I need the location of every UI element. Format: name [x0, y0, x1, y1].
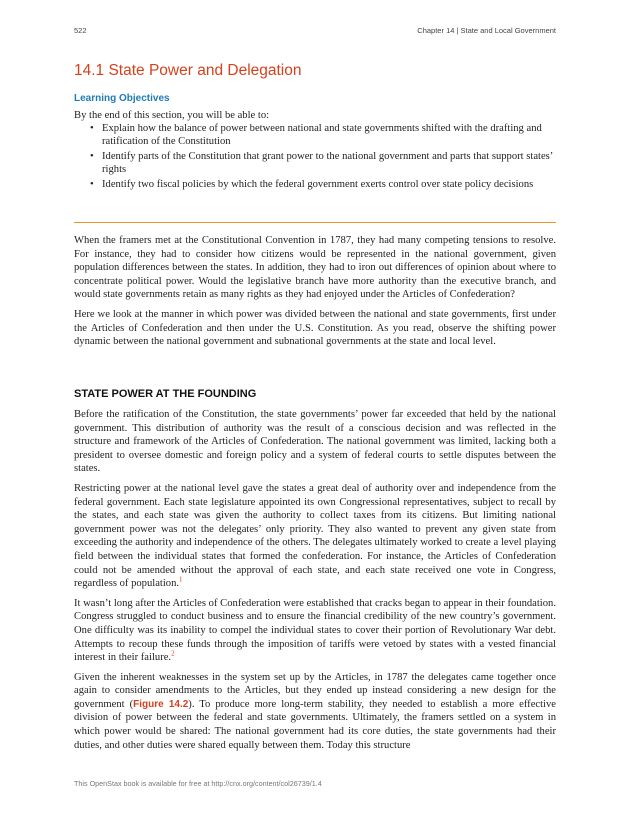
page-header: [74, 26, 556, 38]
bullet-icon: •: [90, 123, 94, 134]
bullet-icon: •: [90, 179, 94, 190]
paragraph-text: ). To produce more long-term stability, they needed to establish a more effective division of power between the federal and state governments. Ultimately, the framers settled on a system in which power would be shared: The national government had its core duties, the state governments had their duties, and other duties were shared equally between them. Today this structure: [74, 698, 556, 751]
footnote-link[interactable]: 2: [171, 649, 175, 658]
intro-text: [74, 234, 556, 355]
paragraph-text: Given the inherent weaknesses in the system set up by the Articles, in 1787 the delegates came together once again to consider amendments to the Articles, but they ended up instead considering a new design for the government (: [74, 671, 556, 710]
figure-link[interactable]: Figure 14.2: [133, 698, 189, 710]
objectives-divider: [74, 222, 556, 223]
learning-objectives: [74, 93, 556, 193]
page-number: 522: [74, 26, 87, 35]
objective-text: Explain how the balance of power between national and state governments shifted with the drafting and ratification of the Constitution: [102, 123, 542, 147]
objective-text: Identify parts of the Constitution that grant power to the national government and parts that support states’ rights: [102, 151, 553, 175]
objectives-list: [74, 122, 556, 191]
founding-paragraph: Before the ratification of the Constitution, the state governments’ power far exceeded that held by the national government. This distribution of authority was the result of a conscious decision and was reflected in the structure and framework of the Articles of Confederation. The national government was limited, lacking both a president to oversee domestic and foreign policy and a system of federal courts to settle disputes between the states.: [74, 409, 556, 475]
objective-text: Identify two fiscal policies by which the federal government exerts control over state policy decisions: [102, 179, 534, 190]
intro-paragraph: Here we look at the manner in which power was divided between the national and state governments, first under the Articles of Confederation and then under the U.S. Constitution. As you read, observe the shifting power dynamic between the national government and subnational governments at the state and local level.: [74, 308, 556, 348]
page-footer: This OpenStax book is available for free at http://cnx.org/content/col26739/1.4: [74, 779, 322, 788]
learning-objectives-intro: By the end of this section, you will be able to:: [74, 110, 270, 121]
objective-item: [90, 122, 556, 148]
paragraph-text: Restricting power at the national level gave the states a great deal of authority over and independence from the federal government. Each state legislature appointed its own Congressional representatives, subject to recall by the states, and each state was given the authority to collect taxes from its citizens. But limiting national government power was not the delegates’ only priority. They also wanted to prevent any given state from exceeding the authority and independence of the others. The delegates ultimately worked to create a level playing field between the individual states that formed the confederation. For instance, the Articles of Confederation could not be amended without the approval of each state, and each state received one vote in Congress, regardless of population.: [74, 482, 556, 590]
founding-paragraph: [74, 482, 556, 591]
founding-paragraph: [74, 671, 556, 753]
founding-text: [74, 408, 556, 758]
section-title: 14.1 State Power and Delegation: [74, 62, 302, 79]
founding-paragraph: [74, 597, 556, 665]
bullet-icon: •: [90, 151, 94, 162]
objective-item: [90, 178, 556, 191]
footnote-link[interactable]: 1: [179, 575, 183, 584]
intro-paragraph: When the framers met at the Constitutional Convention in 1787, they had many competing tensions to resolve. For instance, they had to consider how citizens would be represented in the national government, given population differences between the states. In addition, they had to iron out differences of opinion about where to concentrate political power. Would the legislative branch have more authority than the executive branch, and would state governments retain as many rights as they had enjoyed under the Articles of Confederation?: [74, 235, 556, 301]
learning-objectives-heading: Learning Objectives: [74, 93, 170, 104]
founding-heading: STATE POWER AT THE FOUNDING: [74, 388, 257, 400]
objective-item: [90, 150, 556, 176]
chapter-title: Chapter 14 | State and Local Government: [417, 26, 556, 35]
paragraph-text: It wasn’t long after the Articles of Confederation were established that cracks began to appear in their foundation. Congress struggled to conduct business and to ensure the financial credibility of the new country’s government. One difficulty was its inability to compel the individual states to cover their portion of Revolutionary War debt. Attempts to recoup these funds through the imposition of tariffs were vetoed by states with a vested financial interest in their failure.: [74, 597, 556, 664]
